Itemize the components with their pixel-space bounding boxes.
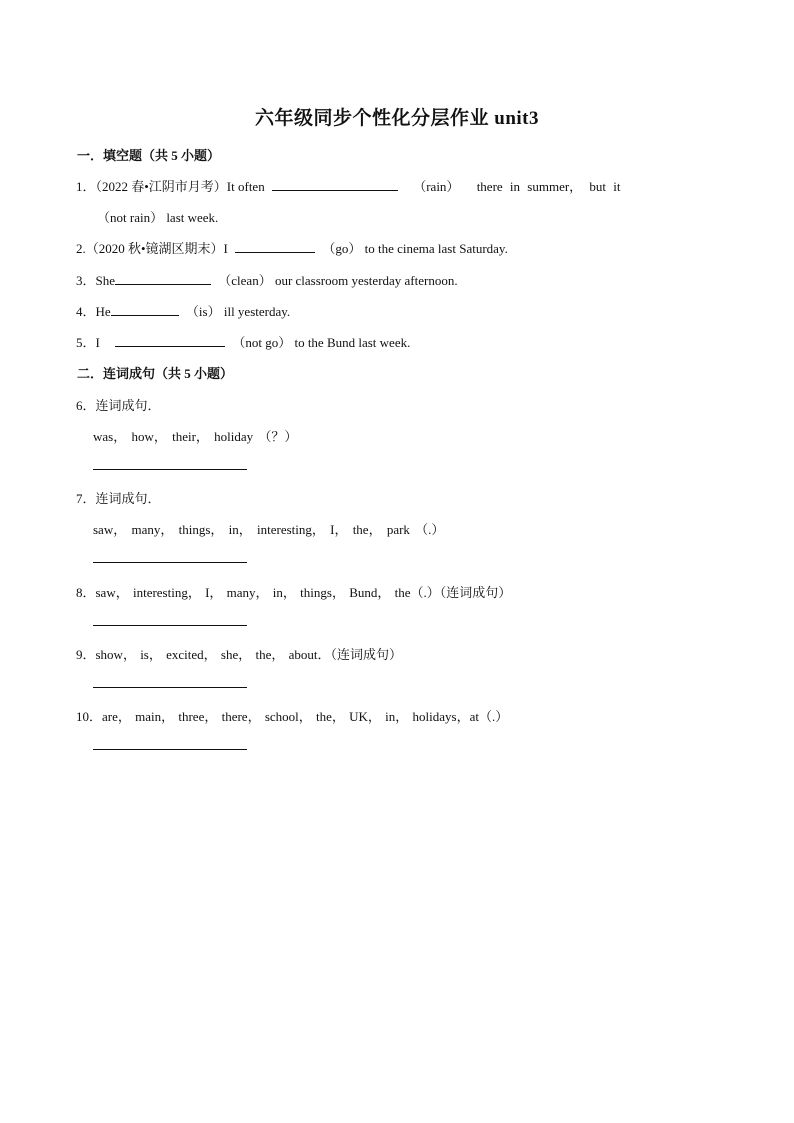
- question-1-prefix: 1．（2022 春•江阴市月考）It often: [76, 179, 265, 194]
- question-3-prefix: 3．She: [76, 273, 116, 288]
- question-5: [76, 332, 410, 351]
- question-8-answer-line[interactable]: [93, 625, 247, 626]
- question-4-prefix: 4．He: [76, 304, 111, 319]
- question-1-blank[interactable]: [272, 178, 398, 191]
- question-6-words: was， how， their， holiday （？）: [93, 429, 298, 444]
- question-4-suffix: （is） ill yesterday.: [185, 304, 291, 319]
- question-7-words: saw， many， things， in， interesting， I， the， park （.）: [93, 522, 445, 537]
- question-6-answer-line[interactable]: [93, 469, 247, 470]
- question-10: 10．are， main， three， there， school， the， UK， in， holidays，at（.）: [76, 709, 509, 724]
- question-3-blank[interactable]: [115, 272, 211, 285]
- question-7-answer-line[interactable]: [93, 562, 247, 563]
- question-2-prefix: 2.（2020 秋•镜湖区期末）I: [76, 241, 228, 256]
- question-9-answer-line[interactable]: [93, 687, 247, 688]
- question-3-suffix: （clean） our classroom yesterday afternoon.: [218, 273, 458, 288]
- question-5-blank[interactable]: [115, 334, 225, 347]
- question-5-prefix: 5．I: [76, 335, 100, 350]
- question-8: 8．saw， interesting， I， many， in， things， Bund， the（.）（连词成句）: [76, 585, 512, 600]
- question-7-label: 7．连词成句．: [76, 491, 161, 506]
- question-2-suffix: （go） to the cinema last Saturday.: [322, 241, 508, 256]
- question-6-label: 6．连词成句．: [76, 398, 161, 413]
- question-1: [76, 176, 621, 195]
- question-9: 9．show， is， excited， she， the， about．（连词成句）: [76, 647, 402, 662]
- question-5-suffix: （not go） to the Bund last week.: [232, 335, 411, 350]
- section-word-order: 二．连词成句（共 5 小题）: [77, 366, 234, 381]
- question-2-blank[interactable]: [235, 240, 315, 253]
- section-fill-in-blanks: 一．填空题（共 5 小题）: [77, 148, 221, 163]
- question-1-hint: （rain）: [413, 179, 460, 194]
- question-4-blank[interactable]: [111, 303, 179, 316]
- page-title: 六年级同步个性化分层作业 unit3: [255, 108, 539, 129]
- question-3: [76, 270, 458, 289]
- question-1-suffix: there in summer， but it: [476, 179, 621, 194]
- question-1-line-2: （not rain） last week.: [97, 210, 219, 225]
- question-10-answer-line[interactable]: [93, 749, 247, 750]
- question-4: [76, 301, 290, 320]
- question-2: [76, 238, 508, 257]
